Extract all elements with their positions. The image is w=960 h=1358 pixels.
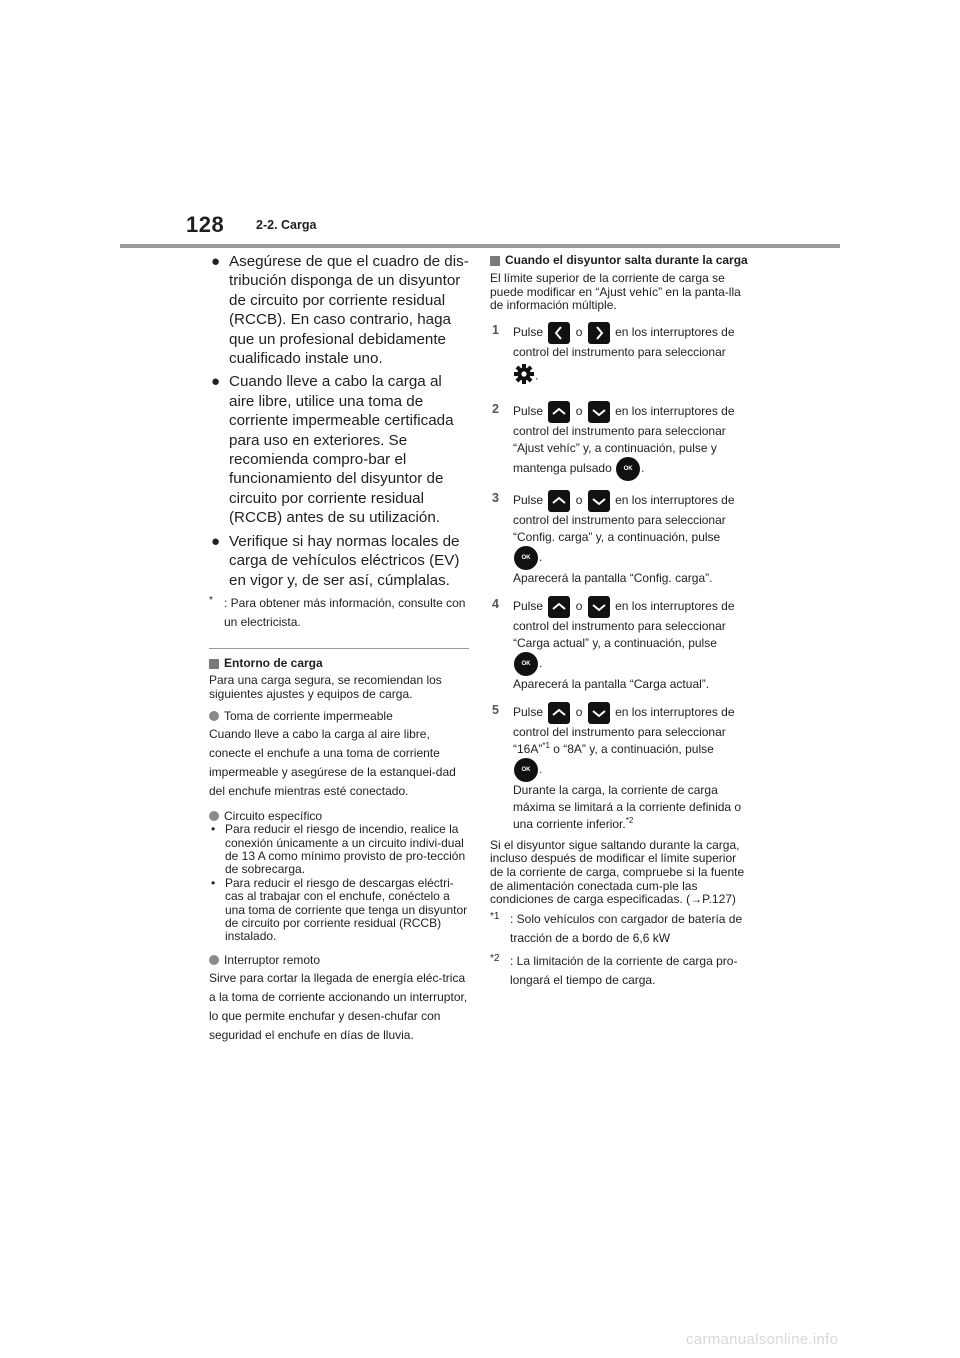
footnote: * : Para obtener más información, consulte con un electricista. — [209, 594, 466, 629]
env-heading: Entorno de carga — [209, 656, 469, 671]
chevron-up-icon — [548, 401, 570, 423]
right-intro: El límite superior de la corriente de carga se puede modificar en “Ajust vehíc” en la panta-lla de información múltiple. — [490, 271, 741, 313]
ok-button-icon: OK — [616, 457, 640, 481]
footnote-2: *2 : La limitación de la corriente de carga pro-longará el tiempo de carga. — [490, 952, 738, 987]
list-item: ● Asegúrese de que el cuadro de dis-tribución disponga de un disyuntor de circuito por corriente residual (RCCB). En caso contrario, haga que un profesional debidamente cualificado instale uno. — [211, 253, 469, 368]
env-intro: Para una carga segura, se recomiendan los siguientes ajustes y equipos de carga. — [209, 672, 442, 701]
watermark: carmanualsonline.info — [686, 1331, 839, 1348]
section-title: 2-2. Carga — [256, 218, 317, 232]
step-2: 2 Pulse o en los interruptores de control del instrumento para seleccionar “Ajust vehíc” y, a continuación, pulse y mantenga pulsado OK . — [490, 401, 752, 481]
chevron-up-icon — [548, 490, 570, 512]
bullet-icon: ● — [211, 253, 221, 270]
closing-paragraph: Si el disyuntor sigue saltando durante la carga, incluso después de modificar el límite superior de la corriente de carga, compruebe si la fuente de alimentación conectada cum-ple las condiciones de carga especificadas. (→P.127) — [490, 837, 745, 907]
left-column — [209, 252, 469, 1045]
step-1: 1 Pulse o en los interruptores de control del instrumento para seleccionar . — [490, 322, 752, 392]
square-bullet-icon — [490, 256, 500, 266]
chevron-down-icon — [588, 596, 610, 618]
item-title: Interruptor remoto — [209, 953, 469, 967]
chevron-down-icon — [588, 702, 610, 724]
list-item: ● Cuando lleve a cabo la carga al aire libre, utilice una toma de corriente impermeable certificada para uso en exteriores. Se recomienda compro-bar el funcionamiento del disyuntor de circuito por corriente residual (RCCB) antes de su utilización. — [211, 373, 454, 527]
gear-icon — [513, 363, 535, 390]
bullet-icon: ● — [211, 532, 221, 550]
square-bullet-icon — [209, 659, 219, 669]
chevron-right-icon — [588, 322, 610, 344]
step-5: 5 Pulse o en los interruptores de control del instrumento para seleccionar “16A”$^{*1}$ o “8A” y, a continuación, pulse OK . Durante la carga, la corriente de carga máxima se limitará a la corriente definida o una corriente inferior.$^{*2}$ — [492, 702, 742, 831]
list-item: • Para reducir el riesgo de incendio, realice la conexión únicamente a un circuito indivi-dual de 13 A como mínimo provisto de pro-tección de sobrecarga. — [211, 822, 466, 877]
ok-button-icon: OK — [514, 758, 538, 782]
chevron-up-icon — [548, 596, 570, 618]
page-number: 128 — [186, 212, 225, 237]
item-text: Sirve para cortar la llegada de energía eléc-trica a la toma de corriente accionando un interruptor, lo que permite enchufar y desen-chufar con seguridad el enchufe en días de lluvia. — [209, 970, 468, 1042]
right-column — [490, 253, 752, 990]
chevron-left-icon — [548, 322, 570, 344]
item-text: Cuando lleve a cabo la carga al aire libre, conecte el enchufe a una toma de corriente impermeable y asegúrese de la estanquei-dad del enchufe mientras esté conectado. — [209, 727, 456, 799]
chevron-up-icon — [548, 702, 570, 724]
item-title: Toma de corriente impermeable — [209, 709, 469, 723]
circle-bullet-icon — [209, 811, 219, 821]
footnote-1: *1 : Solo vehículos con cargador de batería de tracción de a bordo de 6,6 kW — [490, 910, 743, 945]
list-item: ● Verifique si hay normas locales de carga de vehículos eléctricos (EV) en vigor y, de ser así, cúmplalas. — [211, 532, 460, 589]
chevron-down-icon — [588, 401, 610, 423]
list-item: • Para reducir el riesgo de descargas eléctri-cas al trabajar con el enchufe, conéctelo a una toma de corriente que tenga un disyuntor de circuito por corriente residual (RCCB) instalado. — [211, 875, 468, 944]
right-heading: Cuando el disyuntor salta durante la carga — [490, 253, 752, 268]
step-4: 4 Pulse o en los interruptores de control del instrumento para seleccionar “Carga actual” y, a continuación, pulse OK . Aparecerá la pantalla “Carga actual”. — [492, 596, 735, 691]
step-3: 3 Pulse o en los interruptores de control del instrumento para seleccionar “Config. carga” y, a continuación, pulse OK . Aparecerá la pantalla “Config. carga”. — [492, 490, 735, 585]
bullet-icon: ● — [211, 373, 221, 391]
ok-button-icon: OK — [514, 546, 538, 570]
ok-button-icon: OK — [514, 652, 538, 676]
item-title: Circuito específico — [209, 809, 469, 823]
circle-bullet-icon — [209, 711, 219, 721]
chevron-down-icon — [588, 490, 610, 512]
divider — [209, 648, 469, 649]
header-rule — [120, 244, 840, 248]
circle-bullet-icon — [209, 955, 219, 965]
